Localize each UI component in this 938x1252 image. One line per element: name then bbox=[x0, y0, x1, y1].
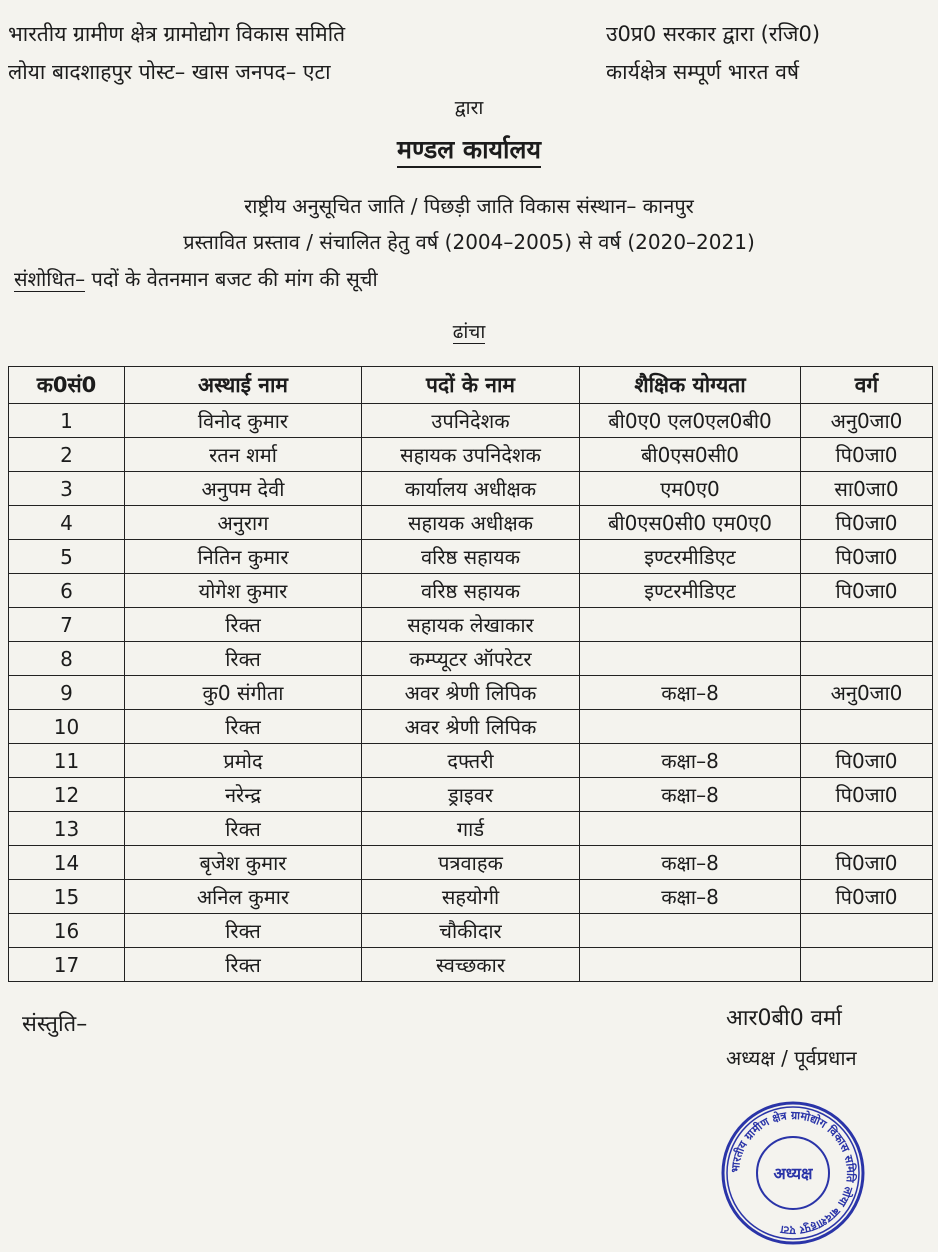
cell-category: पि0जा0 bbox=[801, 506, 933, 540]
office-title-text: मण्डल कार्यालय bbox=[397, 135, 541, 168]
table-row bbox=[9, 676, 933, 710]
seal-center-text: अध्यक्ष bbox=[773, 1164, 813, 1183]
signatory-name: आर0बी0 वर्मा bbox=[726, 1006, 842, 1031]
table-body bbox=[9, 404, 933, 982]
table-row bbox=[9, 506, 933, 540]
seal-ring-text: भारतीय ग्रामीण क्षेत्र ग्रामोद्योग विकास समिति लोया बादशाहपुर एटा bbox=[728, 1108, 858, 1238]
cell-category: पि0जा0 bbox=[801, 846, 933, 880]
cell-serial: 15 bbox=[9, 880, 125, 914]
table-row bbox=[9, 948, 933, 982]
header-qualification: शैक्षिक योग्यता bbox=[580, 367, 801, 404]
cell-serial: 7 bbox=[9, 608, 125, 642]
cell-post: स्वच्छकार bbox=[362, 948, 580, 982]
table-row bbox=[9, 608, 933, 642]
header-serial: क0सं0 bbox=[9, 367, 125, 404]
cell-qualification bbox=[580, 812, 801, 846]
cell-name: रिक्त bbox=[125, 914, 362, 948]
cell-post: दफ्तरी bbox=[362, 744, 580, 778]
org-name: भारतीय ग्रामीण क्षेत्र ग्रामोद्योग विकास समिति bbox=[8, 22, 346, 46]
cell-post: वरिष्ठ सहायक bbox=[362, 574, 580, 608]
cell-post: पत्रवाहक bbox=[362, 846, 580, 880]
structure-label bbox=[0, 318, 938, 344]
header-post: पदों के नाम bbox=[362, 367, 580, 404]
official-seal-stamp bbox=[718, 1098, 868, 1248]
cell-qualification: कक्षा–8 bbox=[580, 846, 801, 880]
cell-qualification: कक्षा–8 bbox=[580, 880, 801, 914]
cell-category: अनु0जा0 bbox=[801, 404, 933, 438]
cell-name: अनुपम देवी bbox=[125, 472, 362, 506]
cell-post: उपनिदेशक bbox=[362, 404, 580, 438]
cell-qualification bbox=[580, 948, 801, 982]
proposal-line: प्रस्तावित प्रस्ताव / संचालित हेतु वर्ष (2004–2005) से वर्ष (2020–2021) bbox=[183, 230, 755, 254]
institute-line: राष्ट्रीय अनुसूचित जाति / पिछड़ी जाति विकास संस्थान– कानपुर bbox=[244, 194, 694, 218]
cell-name: अनुराग bbox=[125, 506, 362, 540]
cell-qualification: कक्षा–8 bbox=[580, 676, 801, 710]
cell-post: सहयोगी bbox=[362, 880, 580, 914]
cell-name: नितिन कुमार bbox=[125, 540, 362, 574]
cell-post: ड्राइवर bbox=[362, 778, 580, 812]
govt-registration: उ0प्र0 सरकार द्वारा (रजि0) bbox=[606, 22, 821, 46]
cell-serial: 13 bbox=[9, 812, 125, 846]
cell-serial: 6 bbox=[9, 574, 125, 608]
cell-post: कार्यालय अधीक्षक bbox=[362, 472, 580, 506]
revised-label: संशोधित– bbox=[14, 267, 86, 291]
cell-serial: 9 bbox=[9, 676, 125, 710]
by-word: द्वारा bbox=[454, 97, 484, 119]
cell-category: पि0जा0 bbox=[801, 778, 933, 812]
cell-post: चौकीदार bbox=[362, 914, 580, 948]
header-category: वर्ग bbox=[801, 367, 933, 404]
cell-category: पि0जा0 bbox=[801, 574, 933, 608]
table-header-row bbox=[9, 367, 933, 404]
cell-name: नरेन्द्र bbox=[125, 778, 362, 812]
structure-label-text: ढांचा bbox=[452, 321, 486, 343]
cell-qualification bbox=[580, 642, 801, 676]
cell-category bbox=[801, 710, 933, 744]
cell-post: सहायक उपनिदेशक bbox=[362, 438, 580, 472]
cell-name: योगेश कुमार bbox=[125, 574, 362, 608]
cell-name: रिक्त bbox=[125, 948, 362, 982]
signatory-title: अध्यक्ष / पूर्वप्रधान bbox=[726, 1046, 857, 1070]
cell-serial: 1 bbox=[9, 404, 125, 438]
cell-name: बृजेश कुमार bbox=[125, 846, 362, 880]
staff-table bbox=[8, 366, 933, 982]
cell-serial: 11 bbox=[9, 744, 125, 778]
table-row bbox=[9, 438, 933, 472]
cell-name: रतन शर्मा bbox=[125, 438, 362, 472]
cell-category: अनु0जा0 bbox=[801, 676, 933, 710]
table-row bbox=[9, 846, 933, 880]
cell-qualification: इण्टरमीडिएट bbox=[580, 540, 801, 574]
table-row bbox=[9, 472, 933, 506]
cell-name: रिक्त bbox=[125, 812, 362, 846]
table-row bbox=[9, 778, 933, 812]
cell-serial: 8 bbox=[9, 642, 125, 676]
cell-name: विनोद कुमार bbox=[125, 404, 362, 438]
cell-serial: 14 bbox=[9, 846, 125, 880]
cell-post: वरिष्ठ सहायक bbox=[362, 540, 580, 574]
cell-name: रिक्त bbox=[125, 608, 362, 642]
table-row bbox=[9, 744, 933, 778]
header-name: अस्थाई नाम bbox=[125, 367, 362, 404]
cell-qualification bbox=[580, 914, 801, 948]
cell-category: पि0जा0 bbox=[801, 744, 933, 778]
work-area: कार्यक्षेत्र सम्पूर्ण भारत वर्ष bbox=[606, 60, 800, 84]
table-row bbox=[9, 574, 933, 608]
cell-name: रिक्त bbox=[125, 710, 362, 744]
cell-category bbox=[801, 948, 933, 982]
cell-category: पि0जा0 bbox=[801, 540, 933, 574]
cell-qualification: बी0ए0 एल0एल0बी0 bbox=[580, 404, 801, 438]
office-title bbox=[0, 132, 938, 166]
revised-text: पदों के वेतनमान बजट की मांग की सूची bbox=[85, 267, 378, 291]
cell-qualification bbox=[580, 710, 801, 744]
recommendation-label: संस्तुति– bbox=[22, 1012, 88, 1037]
table-row bbox=[9, 404, 933, 438]
cell-category bbox=[801, 642, 933, 676]
cell-category bbox=[801, 812, 933, 846]
cell-post: सहायक लेखाकार bbox=[362, 608, 580, 642]
cell-category: सा0जा0 bbox=[801, 472, 933, 506]
cell-qualification: इण्टरमीडिएट bbox=[580, 574, 801, 608]
cell-serial: 4 bbox=[9, 506, 125, 540]
cell-post: गार्ड bbox=[362, 812, 580, 846]
cell-category bbox=[801, 914, 933, 948]
cell-name: रिक्त bbox=[125, 642, 362, 676]
cell-qualification: बी0एस0सी0 bbox=[580, 438, 801, 472]
table-row bbox=[9, 812, 933, 846]
table-row bbox=[9, 710, 933, 744]
cell-category: पि0जा0 bbox=[801, 438, 933, 472]
table-row bbox=[9, 642, 933, 676]
cell-category bbox=[801, 608, 933, 642]
cell-post: अवर श्रेणी लिपिक bbox=[362, 710, 580, 744]
table-row bbox=[9, 540, 933, 574]
cell-serial: 10 bbox=[9, 710, 125, 744]
cell-post: कम्प्यूटर ऑपरेटर bbox=[362, 642, 580, 676]
cell-serial: 12 bbox=[9, 778, 125, 812]
cell-serial: 2 bbox=[9, 438, 125, 472]
table-row bbox=[9, 914, 933, 948]
cell-qualification: एम0ए0 bbox=[580, 472, 801, 506]
cell-serial: 5 bbox=[9, 540, 125, 574]
cell-name: कु0 संगीता bbox=[125, 676, 362, 710]
cell-post: सहायक अधीक्षक bbox=[362, 506, 580, 540]
cell-qualification: कक्षा–8 bbox=[580, 778, 801, 812]
revised-line bbox=[14, 265, 378, 292]
cell-serial: 3 bbox=[9, 472, 125, 506]
cell-qualification: कक्षा–8 bbox=[580, 744, 801, 778]
table-row bbox=[9, 880, 933, 914]
cell-qualification: बी0एस0सी0 एम0ए0 bbox=[580, 506, 801, 540]
org-address: लोया बादशाहपुर पोस्ट– खास जनपद– एटा bbox=[8, 60, 331, 84]
cell-name: अनिल कुमार bbox=[125, 880, 362, 914]
cell-category: पि0जा0 bbox=[801, 880, 933, 914]
cell-serial: 17 bbox=[9, 948, 125, 982]
cell-qualification bbox=[580, 608, 801, 642]
cell-name: प्रमोद bbox=[125, 744, 362, 778]
cell-post: अवर श्रेणी लिपिक bbox=[362, 676, 580, 710]
cell-serial: 16 bbox=[9, 914, 125, 948]
